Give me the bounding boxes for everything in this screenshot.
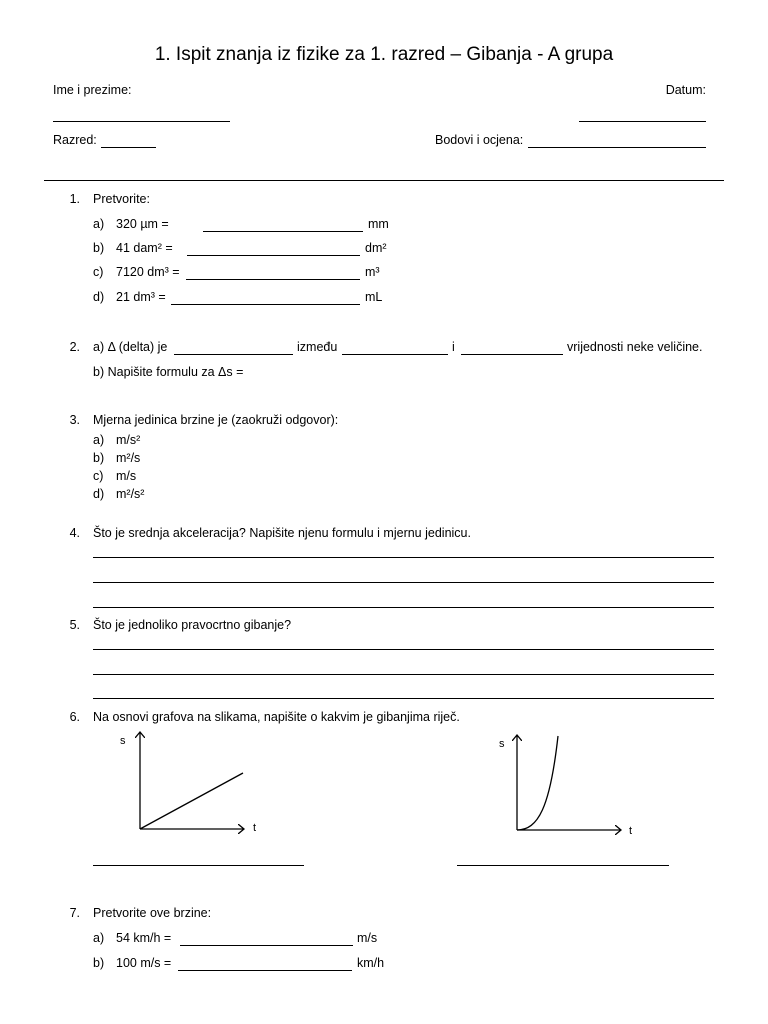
- class-label: Razred:: [53, 133, 97, 147]
- q3d-option[interactable]: m²/s²: [116, 487, 145, 501]
- page-title: 1. Ispit znanja iz fizike za 1. razred – Gibanja - A grupa: [154, 44, 614, 65]
- graph-accelerated-x-label: t: [629, 825, 633, 837]
- q3c-option[interactable]: m/s: [116, 469, 137, 483]
- q1d-letter: d): [93, 290, 105, 304]
- q1b-unit: dm²: [365, 241, 387, 255]
- date-blank[interactable]: [579, 121, 706, 122]
- q3b-letter: b): [93, 451, 105, 465]
- q1a-blank[interactable]: [203, 231, 363, 232]
- graph-linear-x-label: t: [253, 822, 257, 834]
- q7b-blank[interactable]: [178, 970, 352, 971]
- graph-linear-curve: [140, 773, 243, 829]
- q1-number: 1.: [69, 192, 80, 206]
- q3a-option[interactable]: m/s²: [116, 433, 141, 447]
- q5-text: Što je jednoliko pravocrtno gibanje?: [93, 618, 292, 632]
- q1b-blank[interactable]: [187, 255, 360, 256]
- q1a-unit: mm: [368, 217, 389, 231]
- q3a-letter: a): [93, 433, 105, 447]
- q4-answer-line-1[interactable]: [93, 557, 714, 558]
- q1c-blank[interactable]: [186, 279, 360, 280]
- graph-accelerated: [490, 728, 650, 840]
- q7b-unit: km/h: [357, 956, 385, 970]
- q7a-letter: a): [93, 931, 105, 945]
- q1d-unit: mL: [365, 290, 383, 304]
- q3d-letter: d): [93, 487, 105, 501]
- q5-answer-line-2[interactable]: [93, 674, 714, 675]
- q5-answer-line-3[interactable]: [93, 698, 714, 699]
- q3c-letter: c): [93, 469, 104, 483]
- q7a-left: 54 km/h =: [116, 931, 172, 945]
- q3-number: 3.: [69, 413, 80, 427]
- q2-and: i: [452, 340, 455, 354]
- graph-accelerated-y-label: s: [499, 738, 505, 750]
- points-label: Bodovi i ocjena:: [435, 133, 524, 147]
- q6-text: Na osnovi grafova na slikama, napišite o kakvim je gibanjima riječ.: [93, 710, 460, 724]
- q1b-left: 41 dam² =: [116, 241, 173, 255]
- q1d-left: 21 dm³ =: [116, 290, 166, 304]
- q6-number: 6.: [69, 710, 80, 724]
- header-divider: [44, 180, 724, 181]
- q4-answer-line-3[interactable]: [93, 607, 714, 608]
- q7b-left: 100 m/s =: [116, 956, 172, 970]
- q1a-letter: a): [93, 217, 105, 231]
- q3b-option[interactable]: m²/s: [116, 451, 141, 465]
- q5-number: 5.: [69, 618, 80, 632]
- q7a-unit: m/s: [357, 931, 378, 945]
- name-label: Ime i prezime:: [53, 83, 132, 97]
- points-blank[interactable]: [528, 147, 706, 148]
- q6-answer-right[interactable]: [457, 865, 669, 866]
- q2a-text: a) Δ (delta) je: [93, 340, 168, 354]
- q2-between: između: [297, 340, 338, 354]
- q2b-text: b) Napišite formulu za Δs =: [93, 365, 244, 379]
- q7a-blank[interactable]: [180, 945, 353, 946]
- q4-text: Što je srednja akceleracija? Napišite njenu formulu i mjernu jedinicu.: [93, 526, 471, 540]
- name-blank[interactable]: [53, 121, 230, 122]
- q1b-letter: b): [93, 241, 105, 255]
- q4-number: 4.: [69, 526, 80, 540]
- q2-blank-2[interactable]: [342, 354, 448, 355]
- graph-linear-y-label: s: [120, 735, 126, 747]
- q6-answer-left[interactable]: [93, 865, 304, 866]
- q7-text: Pretvorite ove brzine:: [93, 906, 212, 920]
- q7b-letter: b): [93, 956, 105, 970]
- q1c-unit: m³: [365, 265, 380, 279]
- q5-answer-line-1[interactable]: [93, 649, 714, 650]
- q1d-blank[interactable]: [171, 304, 360, 305]
- q2-blank-1[interactable]: [174, 354, 293, 355]
- date-label: Datum:: [665, 83, 706, 97]
- q1-text: Pretvorite:: [93, 192, 150, 206]
- q2-end: vrijednosti neke veličine.: [567, 340, 703, 354]
- q1a-left: 320 µm =: [116, 217, 169, 231]
- q2-number: 2.: [69, 340, 80, 354]
- class-blank[interactable]: [101, 147, 156, 148]
- graph-accelerated-curve: [517, 736, 558, 830]
- q7-number: 7.: [69, 906, 80, 920]
- graph-linear: [110, 728, 270, 840]
- q3-text: Mjerna jedinica brzine je (zaokruži odgovor):: [93, 413, 339, 427]
- q4-answer-line-2[interactable]: [93, 582, 714, 583]
- q1c-letter: c): [93, 265, 104, 279]
- q1c-left: 7120 dm³ =: [116, 265, 180, 279]
- q2-blank-3[interactable]: [461, 354, 563, 355]
